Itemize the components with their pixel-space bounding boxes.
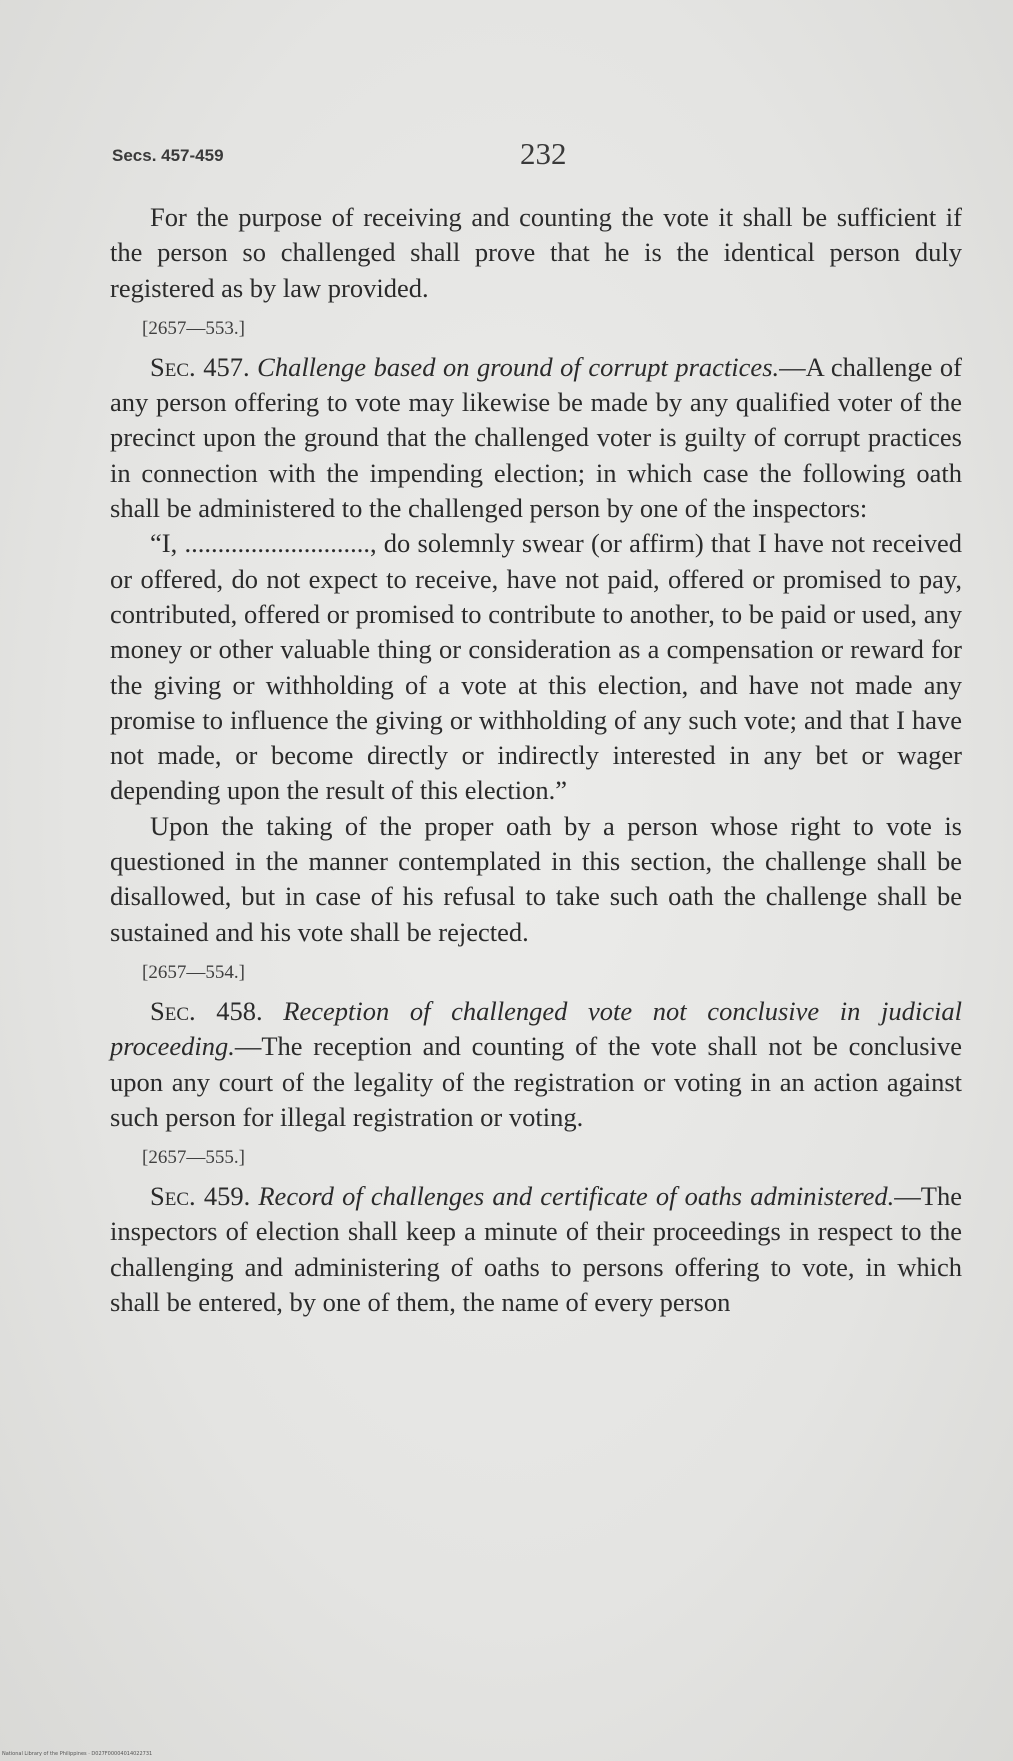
page-body xyxy=(110,200,962,1320)
section-457 xyxy=(110,350,962,526)
paragraph-vote-counting: For the purpose of receiving and counting the vote it shall be sufficient if the person so challenged shall prove that he is the identical person duly registered as by law provided. xyxy=(110,202,962,303)
reference-2657-553: [2657—553.] xyxy=(142,317,245,339)
section-457-title: Challenge based on ground of corrupt practices. xyxy=(257,351,780,382)
scan-footer: National Library of the Philippines · D027F00004014022731 xyxy=(2,1751,153,1757)
section-457-label: Sec. 457. xyxy=(150,351,250,382)
section-459 xyxy=(110,1179,962,1320)
section-459-title: Record of challenges and certificate of oaths administered. xyxy=(258,1181,895,1212)
paragraph-upon-oath: Upon the taking of the proper oath by a person whose right to vote is questioned in the manner contemplated in this section, the challenge shall be disallowed, but in case of his refusal to take such oath the challenge shall be sustained and his vote shall be rejected. xyxy=(110,810,962,947)
oath-text: “I, ............................, do solemnly swear (or affirm) that I have not received or offered, do not expect to receive, have not paid, offered or promised to pay, contributed, offered or promised to contribute to another, to be paid or used, any money or other valuable thing or consideration as a compensation or reward for the giving or withholding of a vote at this election, and have not made any promise to influence the giving or withholding of any such vote; and that I have not made, or become directly or indirectly interested in any bet or wager depending upon the result of this election.” xyxy=(110,528,962,806)
page-number: 232 xyxy=(520,136,567,171)
section-458-title: Reception of challenged vote not conclusive in judicial proceeding. xyxy=(110,995,962,1062)
section-459-label: Sec. 459. xyxy=(150,1181,251,1212)
page-header xyxy=(112,136,912,176)
section-458 xyxy=(110,994,962,1135)
reference-2657-554: [2657—554.] xyxy=(142,961,245,983)
section-458-body: —The reception and counting of the vote shall not be conclusive upon any court of the legality of the registration or voting in an action against such person for illegal registration or voting. xyxy=(110,1031,962,1132)
running-head: Secs. 457-459 xyxy=(112,146,224,165)
section-458-label: Sec. 458. xyxy=(150,995,263,1026)
reference-2657-555: [2657—555.] xyxy=(142,1147,245,1169)
section-457-body: —A challenge of any person offering to vote may likewise be made by any qualified voter of the precinct upon the ground that the challenged voter is guilty of corrupt practices in connection with the impending election; in which case the following oath shall be administered to the challenged person by one of the inspectors: xyxy=(110,351,963,524)
section-459-body: —The inspectors of election shall keep a minute of their proceedings in respect to the challenging and administering of oaths to persons offering to vote, in which shall be entered, by one of them, the name of every person xyxy=(110,1181,962,1318)
